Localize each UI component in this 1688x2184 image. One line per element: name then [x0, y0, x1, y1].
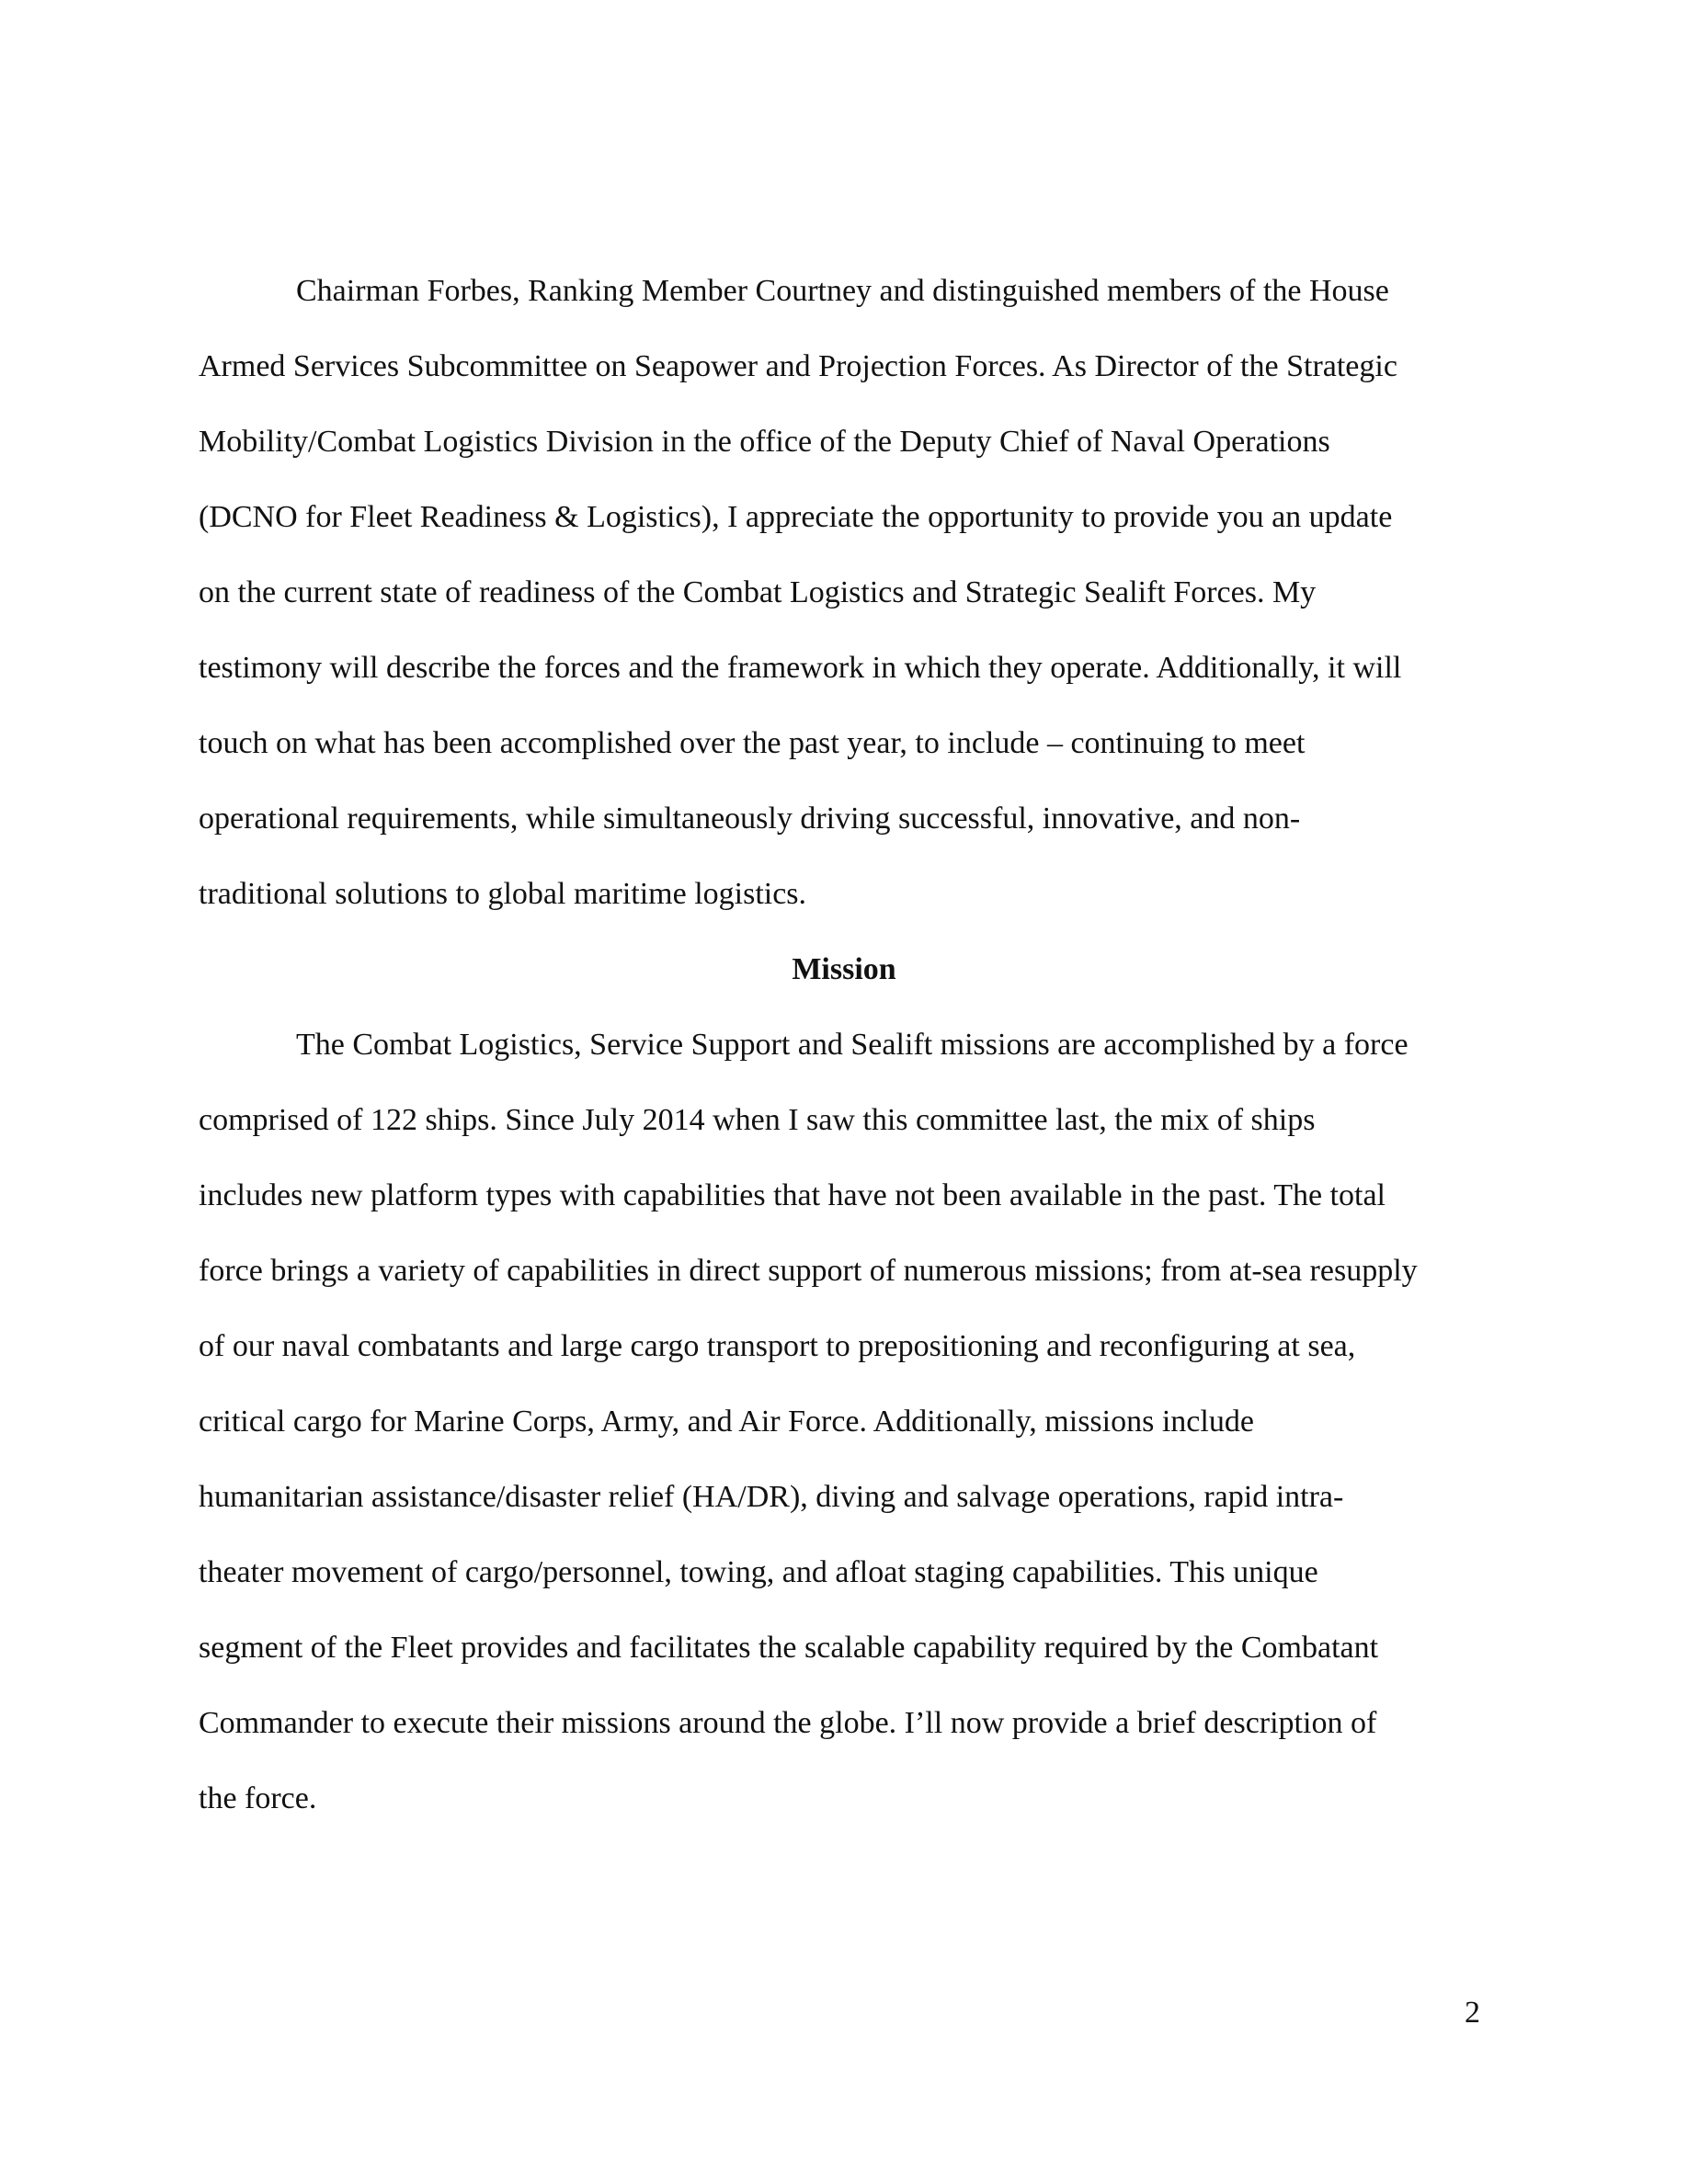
- text-line: comprised of 122 ships. Since July 2014 when I saw this committee last, the mix of ships: [199, 1103, 1316, 1137]
- text-line: includes new platform types with capabilities that have not been available in the past. The total: [199, 1178, 1386, 1212]
- text-line: theater movement of cargo/personnel, towing, and afloat staging capabilities. This unique: [199, 1555, 1318, 1589]
- text-line: The Combat Logistics, Service Support and Sealift missions are accomplished by a force: [296, 1028, 1409, 1062]
- page-number: 2: [1465, 1996, 1480, 2030]
- text-line: the force.: [199, 1781, 317, 1815]
- text-line: traditional solutions to global maritime logistics.: [199, 877, 807, 911]
- text-line: Commander to execute their missions around the globe. I’ll now provide a brief description of: [199, 1706, 1377, 1740]
- text-line: Mobility/Combat Logistics Division in the office of the Deputy Chief of Naval Operations: [199, 425, 1330, 459]
- text-line: on the current state of readiness of the Combat Logistics and Strategic Sealift Forces. My: [199, 575, 1317, 609]
- text-line: critical cargo for Marine Corps, Army, and Air Force. Additionally, missions include: [199, 1405, 1254, 1439]
- text-line: testimony will describe the forces and the framework in which they operate. Additionally, it will: [199, 651, 1402, 685]
- text-line: force brings a variety of capabilities in direct support of numerous missions; from at-sea resupply: [199, 1254, 1418, 1288]
- text-line: Chairman Forbes, Ranking Member Courtney and distinguished members of the House: [296, 274, 1389, 308]
- text-line: Armed Services Subcommittee on Seapower and Projection Forces. As Director of the Strategic: [199, 349, 1397, 383]
- text-line: touch on what has been accomplished over the past year, to include – continuing to meet: [199, 726, 1306, 760]
- text-line: of our naval combatants and large cargo transport to prepositioning and reconfiguring at sea,: [199, 1329, 1356, 1363]
- text-line: humanitarian assistance/disaster relief (HA/DR), diving and salvage operations, rapid intra-: [199, 1480, 1344, 1514]
- text-line: segment of the Fleet provides and facilitates the scalable capability required by the Combatant: [199, 1631, 1379, 1665]
- text-line: (DCNO for Fleet Readiness & Logistics), I appreciate the opportunity to provide you an update: [199, 500, 1393, 534]
- section-heading-mission: Mission: [792, 952, 896, 986]
- text-line: operational requirements, while simultaneously driving successful, innovative, and non-: [199, 802, 1301, 836]
